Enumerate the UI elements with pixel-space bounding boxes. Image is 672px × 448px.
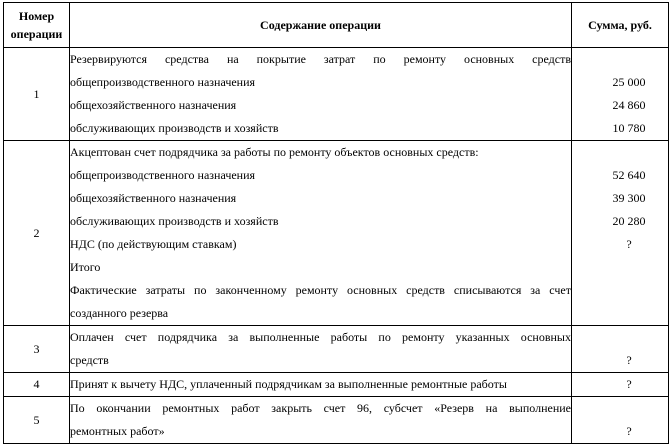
- description-line: общепроизводственного назначения: [70, 75, 256, 89]
- operation-sum: [572, 397, 669, 444]
- operation-number: 1: [4, 48, 70, 141]
- operation-number: 5: [4, 397, 70, 444]
- table-row: [4, 397, 669, 444]
- description-line: ремонтных работ»: [70, 424, 165, 438]
- description-line: Оплачен счет подрядчика за выполненные работы по ремонту указанных основных: [70, 330, 571, 344]
- sum-value: 10 780: [612, 121, 646, 135]
- sum-value: [572, 302, 668, 325]
- sum-value: [572, 279, 668, 302]
- description-line: созданного резерва: [70, 306, 169, 320]
- operation-description: [70, 141, 572, 326]
- description-line: НДС (по действующим ставкам): [70, 237, 237, 251]
- sum-value: ?: [626, 377, 632, 391]
- operation-sum: [572, 326, 669, 373]
- sum-value: [572, 141, 668, 164]
- header-row: [4, 3, 669, 48]
- sum-value: [572, 48, 668, 71]
- operations-table: [3, 2, 669, 444]
- sum-value: ?: [626, 424, 632, 438]
- description-line: По окончании ремонтных работ закрыть счет 96, субсчет «Резерв на выполнение: [70, 401, 571, 415]
- operation-description: [70, 373, 572, 397]
- sum-value: ?: [626, 237, 632, 251]
- sum-value: 52 640: [612, 168, 646, 182]
- operation-number: 4: [4, 373, 70, 397]
- operation-description: [70, 397, 572, 444]
- description-line: Фактические затраты по законченному ремонту основных средств списываются за счет: [70, 283, 571, 297]
- operation-number: 2: [4, 141, 70, 326]
- description-line: Итого: [70, 260, 101, 274]
- description-line: средств: [70, 353, 109, 367]
- header-number-line2: операции: [10, 27, 63, 41]
- header-number-line1: Номер: [18, 9, 55, 23]
- header-number: [4, 3, 70, 48]
- sum-value: [572, 326, 668, 349]
- sum-value: 39 300: [612, 191, 646, 205]
- sum-value: ?: [626, 353, 632, 367]
- operation-sum: [572, 48, 669, 141]
- table-row: [4, 48, 669, 141]
- operation-description: [70, 48, 572, 141]
- description-line: общехозяйственного назначения: [70, 98, 237, 112]
- description-line: общехозяйственного назначения: [70, 191, 237, 205]
- sum-value: 24 860: [612, 98, 646, 112]
- table-row: [4, 141, 669, 326]
- operation-description: [70, 326, 572, 373]
- table-row: [4, 373, 669, 397]
- sum-value: 25 000: [612, 75, 646, 89]
- description-line: Резервируются средства на покрытие затрат по ремонту основных средств: [70, 52, 571, 66]
- description-line: общепроизводственного назначения: [70, 168, 256, 182]
- sum-value: [572, 256, 668, 279]
- operation-sum: [572, 373, 669, 397]
- operation-number: 3: [4, 326, 70, 373]
- description-line: обслуживающих производств и хозяйств: [70, 121, 279, 135]
- description-line: Принят к вычету НДС, уплаченный подрядчикам за выполненные ремонтные работы: [70, 377, 507, 391]
- sum-value: [572, 397, 668, 420]
- operation-sum: [572, 141, 669, 326]
- description-line: Акцептован счет подрядчика за работы по ремонту объектов основных средств:: [70, 145, 479, 159]
- header-sum: Сумма, руб.: [572, 3, 669, 48]
- table-row: [4, 326, 669, 373]
- description-line: обслуживающих производств и хозяйств: [70, 214, 279, 228]
- header-description: Содержание операции: [70, 3, 572, 48]
- sum-value: 20 280: [612, 214, 646, 228]
